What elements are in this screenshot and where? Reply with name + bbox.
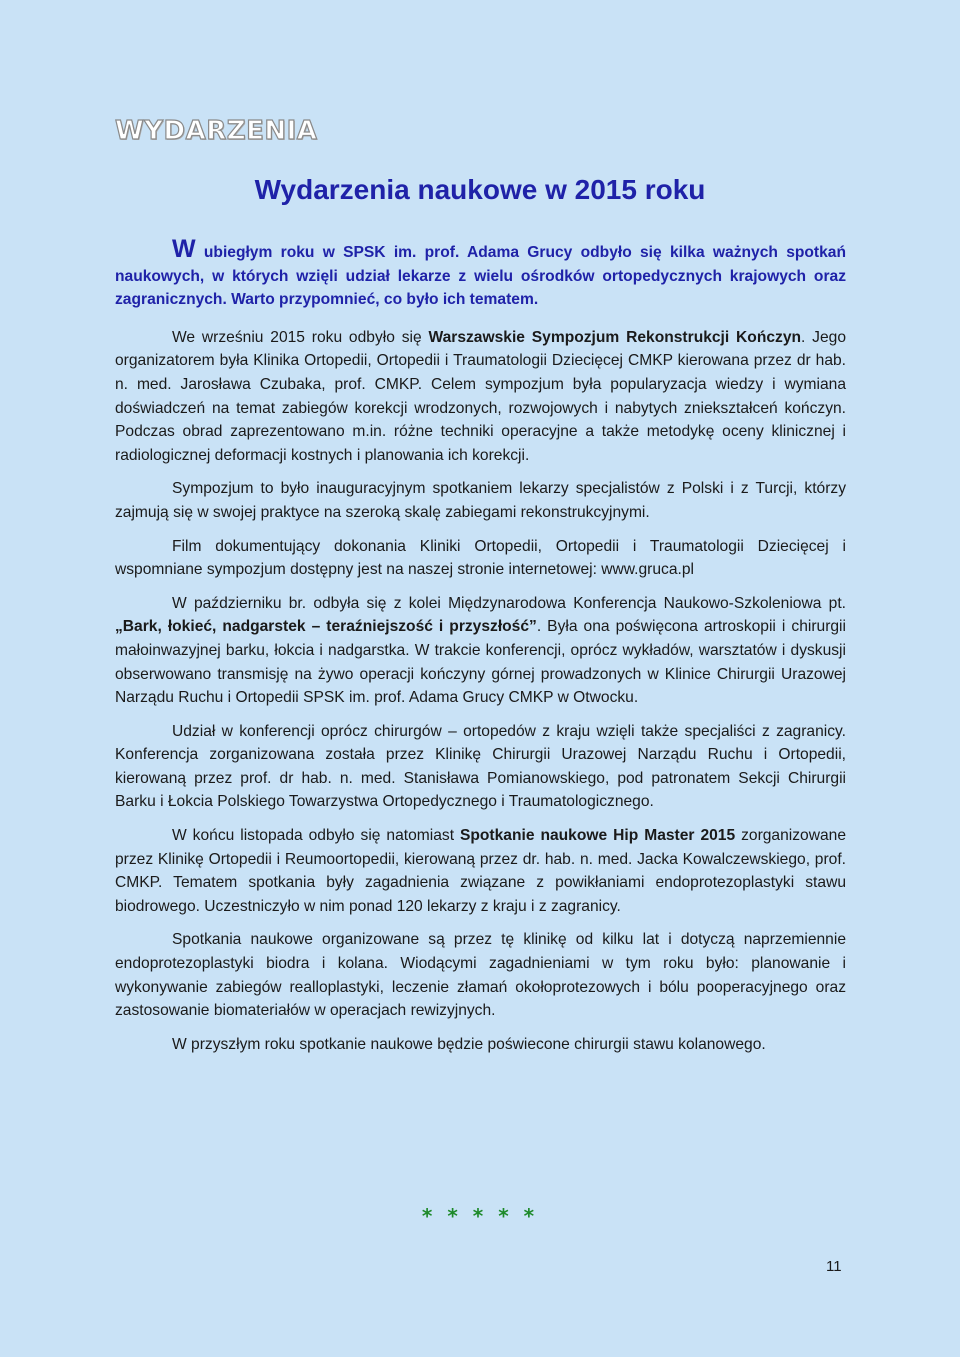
- paragraph-film: Film dokumentujący dokonania Kliniki Ortopedii, Ortopedii i Traumatologii Dziecięcej i wspomniane sympozjum dostępny jest na naszej stronie internetowej: www.gruca.pl: [115, 537, 846, 579]
- paragraph-text: W końcu listopada odbyło się natomiast: [172, 827, 460, 845]
- event-name-hip-master: Spotkanie naukowe Hip Master 2015: [459, 827, 736, 845]
- page-title-text: Wydarzenia naukowe w 2015 roku: [254, 174, 706, 205]
- article-body: [115, 235, 846, 1066]
- paragraph-meetings: Spotkania naukowe organizowane są przez tę klinikę od kilku lat i dotyczą naprzemiennie endoprotezoplastyki biodra i kolana. Wiodącymi zagadnieniami w tym roku było: planowanie i wykonywanie zabiegów realloplastyki, leczenie złamań okołoprotezowych i bólu pooperacyjnego oraz zastosowanie biomateriałów w operacjach rewizyjnych.: [115, 931, 846, 1020]
- paragraph-symposium: [115, 326, 846, 468]
- paragraph-text: . Była ona poświęcona artroskopii i chirurgii małoinwazyjnej barku, łokcia i nadgarstka. W trakcie konferencji, oprócz wykładów, warsztatów i dyskusji obserwowano transmisję na żywo operacji kończyny górnej prowadzonych w Klinice Chirurgii Urazowej Narządu Ruchu i Ortopedii SPSK im. prof. Adama Grucy CMKP w Otwocku.: [115, 618, 846, 707]
- paragraph-inaugural: Sympozjum to było inauguracyjnym spotkaniem lekarzy specjalistów z Polski i z Turcji, którzy zajmują się w swojej praktyce na szeroką skalę zabiegami rekonstrukcyjnymi.: [115, 480, 846, 521]
- event-name-conference: „Bark, łokieć, nadgarstek – teraźniejszość i przyszłość”: [115, 618, 537, 636]
- paragraph-next-year: W przyszłym roku spotkanie naukowe będzie poświecone chirurgii stawu kolanowego.: [172, 1035, 766, 1053]
- page-number: 11: [826, 1258, 842, 1275]
- intro-paragraph: [115, 235, 846, 312]
- event-name-symposium: Warszawskie Sympozjum Rekonstrukcji Kończyn: [428, 328, 802, 346]
- paragraph-participants: Udział w konferencji oprócz chirurgów – ortopedów z kraju wzięli także specjaliści z zagranicy. Konferencja zorganizowana została przez Klinikę Chirurgii Urazowej Narządu Ruchu i Ortopedii, kierowaną przez prof. dr hab. n. med. Stanisława Pomianowskiego, pod patronatem Sekcji Chirurgii Barku i Łokcia Polskiego Towarzystwa Ortopedycznego i Traumatologicznego.: [115, 722, 846, 811]
- section-label: WYDARZENIA: [115, 116, 318, 146]
- paragraph-text: zorganizowane przez Klinikę Ortopedii i Reumoortopedii, kierowaną przez dr. hab. n. med. Jacka Kowalczewskiego, prof. CMKP. Tematem spotkania były zagadnienia związane z powikłaniami endoprotezoplastyki stawu biodrowego. Uczestniczyło w nim ponad 120 lekarzy z kraju i z zagranicy.: [115, 827, 846, 915]
- intro-text: ubiegłym roku w SPSK im. prof. Adama Grucy odbyło się kilka ważnych spotkań naukowych, w których wzięli udział lekarze z wielu ośrodków ortopedycznych krajowych oraz zagranicznych. Warto przypomnieć, co było ich tematem.: [115, 244, 846, 309]
- paragraph-text: . Jego organizatorem była Klinika Ortopedii, Ortopedii i Traumatologii Dziecięcej CMKP kierowana przez dr hab. n. med. Jarosława Czubaka, prof. CMKP. Celem sympozjum była popularyzacja wiedzy i wymiana doświadczeń na temat zabiegów korekcji wrodzonych, rozwojowych i nabytych zniekształceń kończyn. Podczas obrad zaprezentowano m.in. różne techniki operacyjne a także metodykę oceny klinicznej i radiologicznej deformacji kostnych i planowania ich korekcji.: [115, 328, 846, 464]
- intro-dropcap: W: [172, 235, 196, 263]
- paragraph-text: W październiku br. odbyła się z kolei Międzynarodowa Konferencja Naukowo-Szkoleniowa pt.: [172, 594, 846, 612]
- paragraph-text: We wrześniu 2015 roku odbyło się: [172, 328, 429, 346]
- section-separator: * * * * *: [421, 1204, 539, 1228]
- paragraph-conference: [115, 592, 846, 710]
- paragraph-hip-master: [115, 824, 846, 918]
- page-title: [0, 174, 960, 206]
